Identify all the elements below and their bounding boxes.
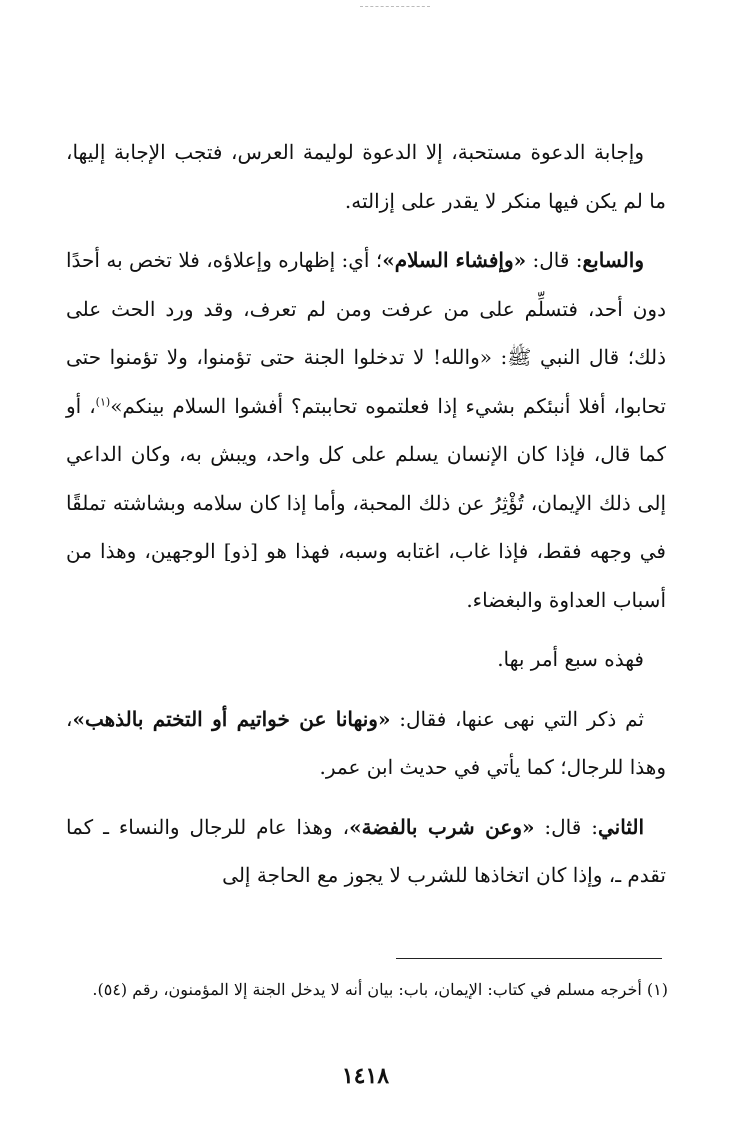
text-run: فهذه سبع أمر بها.: [497, 647, 644, 671]
text-run: ؛ أي: إظهاره وإعلاؤه، فلا تخص به أحدًا دون أحد، فتسلِّم على من عرفت ومن لم تعرف، وقد ورد الحث على ذلك؛ قال النبي ﷺ: «والله! لا تدخلوا الجنة حتى تؤمنوا، ولا تؤمنوا حتى تحابوا، أفلا أنبئكم بشيء إذا فعلتموه تحاببتم؟ أفشوا السلام بينكم»: [66, 248, 666, 418]
emphasis-text: الثاني: [597, 814, 644, 839]
paragraph: [66, 128, 666, 225]
emphasis-text: «وعن شرب بالفضة»: [349, 814, 535, 839]
main-text-body: [66, 128, 666, 900]
scan-artifact-dashes: [360, 6, 430, 7]
footnote-separator: [396, 958, 662, 959]
text-run: ، أو كما قال، فإذا كان الإنسان يسلم على كل واحد، ويبش به، وكان الداعي إلى ذلك الإيمان، تُؤْثِرُ عن ذلك المحبة، وأما إذا كان سلامه وبشاشته تملقًا في وجهه فقط، فإذا غاب، اغتابه وسبه، فهذا هو [ذو] الوجهين، وهذا من أسباب العداوة والبغضاء.: [66, 393, 666, 612]
paragraph: [66, 695, 666, 792]
paragraph: [66, 803, 666, 900]
footnote-text: (١) أخرجه مسلم في كتاب: الإيمان، باب: بيان أنه لا يدخل الجنة إلا المؤمنون، رقم (٥٤).: [92, 980, 668, 999]
page-number: ١٤١٨: [341, 1063, 390, 1089]
paragraph: [66, 635, 666, 684]
text-run: ثم ذكر التي نهى عنها، فقال:: [390, 706, 644, 731]
paragraph: [66, 236, 666, 624]
text-run: : قال:: [526, 248, 583, 272]
text-run: ، وهذا عام للرجال والنساء ـ كما تقدم ـ، وإذا كان اتخاذها للشرب لا يجوز مع الحاجة إلى: [66, 814, 666, 887]
text-run: : قال:: [534, 814, 598, 839]
footnote-reference: (١): [95, 394, 111, 408]
footnote: [66, 972, 668, 1008]
text-run: ، وهذا للرجال؛ كما يأتي في حديث ابن عمر.: [66, 706, 666, 779]
emphasis-text: «ونهانا عن خواتيم أو التختم بالذهب»: [72, 706, 391, 731]
text-run: وإجابة الدعوة مستحبة، إلا الدعوة لوليمة العرس، فتجب الإجابة إليها، ما لم يكن فيها منكر لا يقدر على إزالته.: [66, 140, 666, 213]
emphasis-text: «وإفشاء السلام»: [382, 248, 527, 272]
emphasis-text: والسابع: [582, 248, 644, 272]
